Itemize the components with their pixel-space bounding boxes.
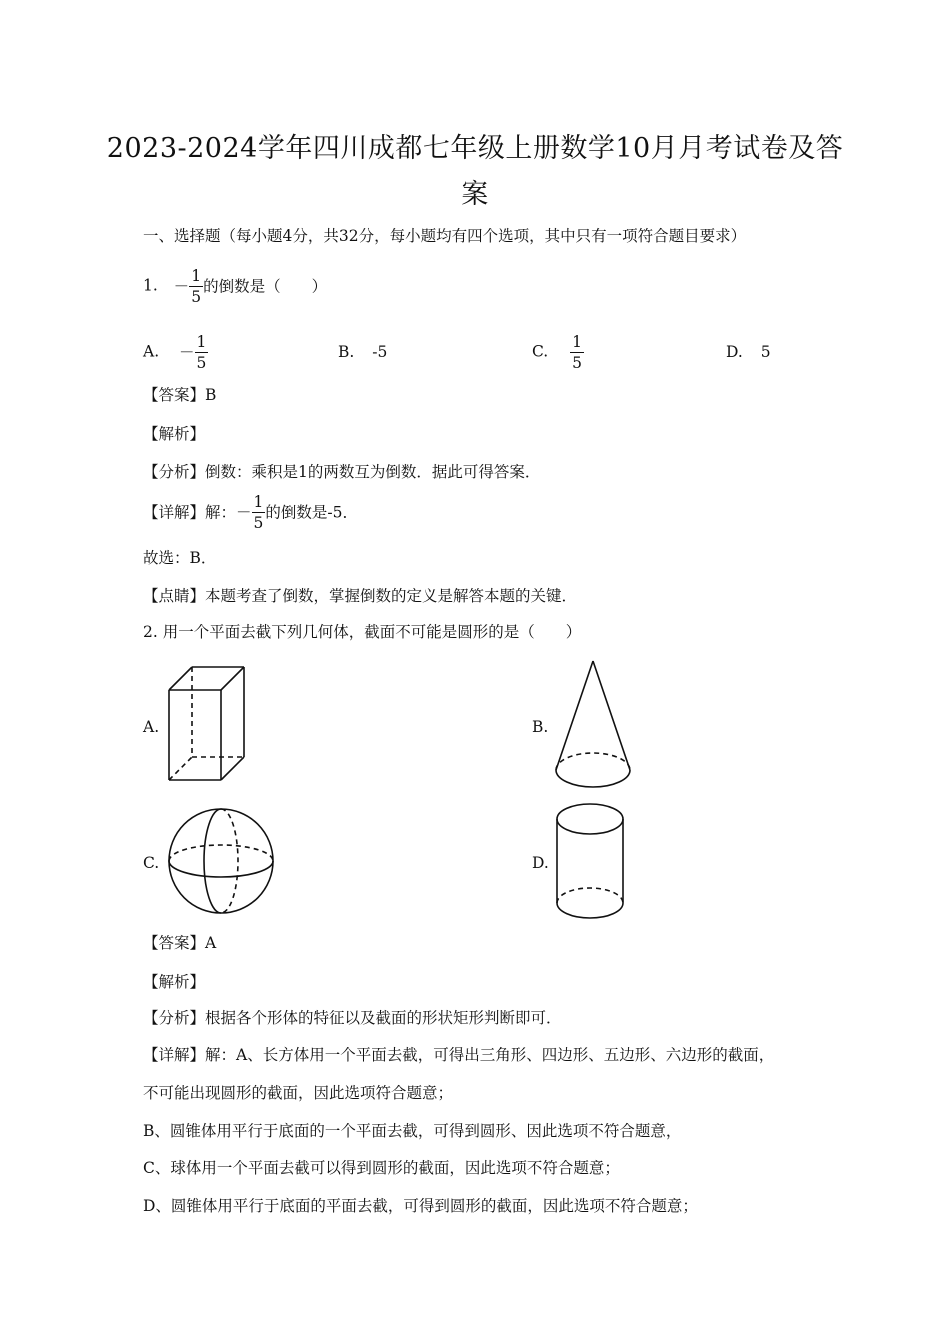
doc-title-line1: 2023-2024学年四川成都七年级上册数学10月月考试卷及答 [106, 133, 844, 164]
q1-option-a-fraction [195, 332, 209, 373]
q1-option-c-fraction [570, 332, 584, 373]
q2-answer: 【答案】A [143, 934, 217, 952]
q1-option-a-minus: － [179, 343, 195, 362]
q1-frac-num: 1 [191, 267, 202, 285]
q2-detail-line2: 不可能出现圆形的截面，因此选项符合题意； [143, 1084, 454, 1102]
q1-option-b [338, 342, 387, 362]
q1-comment: 【点睛】本题考查了倒数，掌握倒数的定义是解答本题的关键． [143, 587, 578, 605]
q1-stem [143, 266, 327, 307]
q1-option-a [143, 332, 208, 373]
q1-minus: － [173, 277, 190, 296]
q2-detail-line4: C、球体用一个平面去截可以得到圆形的截面，因此选项不符合题意； [143, 1159, 620, 1177]
q2-detail-line3: B、圆锥体用平行于底面的一个平面去截，可得到圆形、因此选项不符合题意， [143, 1122, 682, 1140]
q1-detail-fraction [252, 492, 266, 533]
q1-detail-den: 5 [253, 514, 264, 532]
q1-option-d [726, 342, 771, 362]
q2-option-a-label: A. [143, 718, 160, 736]
q1-answer: 【答案】B [143, 386, 217, 404]
section-heading: 一、选择题（每小题4分，共32分，每小题均有四个选项，其中只有一项符合题目要求） [143, 227, 747, 245]
doc-title-line2: 案 [461, 179, 489, 210]
q2-analysis-heading: 【解析】 [143, 973, 206, 991]
q1-option-d-label: D. [726, 343, 743, 361]
q1-option-b-label: B. [338, 343, 355, 361]
q2-stem: 2. 用一个平面去截下列几何体，截面不可能是圆形的是（ ） [143, 623, 582, 641]
q1-fraction [189, 266, 203, 307]
q2-analysis: 【分析】根据各个形体的特征以及截面的形状矩形判断即可． [143, 1009, 562, 1027]
q1-detail-num: 1 [253, 493, 264, 511]
q1-option-c-num: 1 [572, 333, 582, 351]
cuboid-icon [166, 665, 248, 783]
q1-option-a-den: 5 [196, 354, 207, 372]
q1-frac-den: 5 [191, 288, 202, 306]
q2-detail-line5: D、圆锥体用平行于底面的平面去截，可得到圆形的截面，因此选项不符合题意； [143, 1197, 698, 1215]
q1-option-a-label: A. [143, 342, 160, 361]
sphere-icon [166, 806, 276, 916]
q1-detail [143, 492, 358, 533]
q1-option-c-den: 5 [572, 354, 582, 372]
q1-choice: 故选：B． [143, 549, 217, 567]
q1-option-a-num: 1 [196, 333, 207, 351]
q1-option-b-text: -5 [372, 343, 388, 361]
q2-option-c-label: C. [143, 854, 160, 872]
q1-detail-prefix: 【详解】解：－ [143, 503, 252, 522]
q1-analysis: 【分析】倒数：乘积是1的两数互为倒数．据此可得答案． [143, 463, 541, 481]
q1-analysis-heading: 【解析】 [143, 425, 206, 443]
q1-detail-suffix: 的倒数是-5． [265, 503, 358, 522]
q1-stem-text: 的倒数是（ ） [203, 277, 328, 296]
cone-icon [553, 658, 633, 792]
cylinder-icon [555, 801, 627, 923]
q2-option-d-label: D. [532, 854, 549, 872]
q1-option-c-label: C. [532, 342, 549, 361]
q1-number: 1. [143, 276, 158, 295]
q1-option-c [532, 332, 584, 373]
q2-option-b-label: B. [532, 718, 549, 736]
q1-option-d-text: 5 [760, 343, 771, 361]
q2-detail-line1: 【详解】解：A、长方体用一个平面去截，可得出三角形、四边形、五边形、六边形的截面， [143, 1046, 775, 1064]
